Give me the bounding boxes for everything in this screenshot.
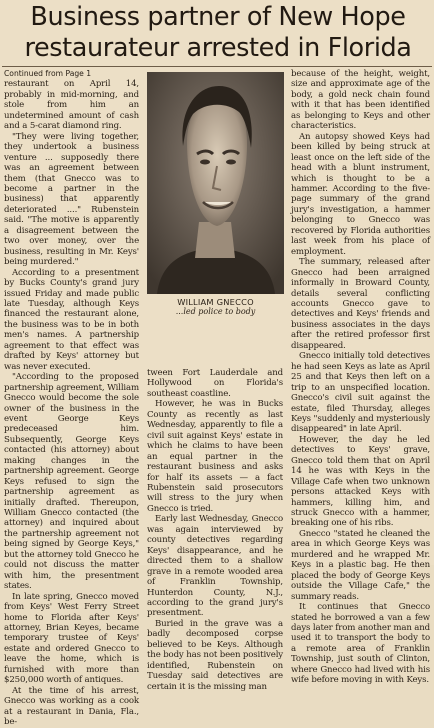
photo-caption xyxy=(147,297,284,317)
paragraph: Gnecco "stated he cleaned the area in which George Keys was murdered and he wrapped Mr. Keys in a plastic bag. He then placed the body of George Keys outside the Village Cafe," the summary reads. xyxy=(291,528,430,602)
paragraph: The summary, released after Gnecco had been arraigned informally in Broward County, details several conflicting accounts Gnecco gave to detectives and Keys' friends and business associates in the days after the retired professor first disappeared. xyxy=(291,257,430,351)
paragraph: At the time of his arrest, Gnecco was working as a cook at a restaurant in Dania, Fla., be- xyxy=(4,685,139,728)
paragraph: "According to the proposed partnership agreement, William Gnecco would become the sole owner of the business in the event George Keys predeceased him. Subsequently, George Keys contacted (his attorney) about making changes in the partnership agreement. George Keys refused to sign the partnership agreement as initially drafted. Thereupon, William Gnecco contacted (the attorney) and inquired about the partnership agreement not being signed by George Keys," but the attorney told Gnecco he could not discuss the matter with him, the presentment states. xyxy=(4,372,139,592)
column-3 xyxy=(291,69,431,686)
headline-line-2: restaurateur arrested in Florida xyxy=(24,33,412,63)
paragraph: restaurant on April 14, probably in mid-morning, and stole from him an undetermined amount of cash and a 5-carat diamond ring. xyxy=(4,79,139,132)
paragraph: Early last Wednesday, Gnecco was again interviewed by county detectives regarding Keys' disappearance, and he directed them to a shallow grave in a remote wooded area of Franklin Township, Hunterdon County, N.J., according to the grand jury's presentment. xyxy=(147,514,283,619)
paragraph: However, he was in Bucks County as recently as last Wednesday, apparently to file a civil suit against Keys' estate in which he claims to have been an equal partner in the restaurant business and asks for half its assets — a fact Rubenstein said prosecutors will stress to the jury when Gnecco is tried. xyxy=(147,399,283,514)
headline xyxy=(4,2,432,64)
paragraph: Buried in the grave was a badly decomposed corpse believed to be Keys. Although the body has not been positively identified, Rubenstein on Tuesday said detectives are certain it is the missing man xyxy=(147,618,283,692)
paragraph: In late spring, Gnecco moved from Keys' West Ferry Street home to Florida after Keys' attorney, Brian Keyes, became temporary trustee of Keys' estate and ordered Gnecco to leave the home, which is furnished with more than $250,000 worth of antiques. xyxy=(4,591,139,686)
caption-name: WILLIAM GNECCO xyxy=(177,297,254,307)
portrait-photo xyxy=(147,72,284,294)
paragraph: It continues that Gnecco stated he borrowed a van a few days later from another man and used it to transport the body to a remote area of Franklin Township, just south of Clinton, where Gnecco had lived with his wife before moving in with Keys. xyxy=(291,602,431,686)
portrait-image xyxy=(147,72,284,294)
paragraph: However, the day he led detectives to Keys' grave, Gnecco told them that on April 14 he was with Keys in the Village Cafe when two unknown persons attacked Keys with hammers, killing him, and struck Gnecco with a hammer, breaking one of his ribs. xyxy=(291,434,430,529)
paragraph: According to a presentment by Bucks County's grand jury issued Friday and made public late Tuesday, although Keys financed the restaurant alone, the business was to be in both men's names. A partnership agreement to that effect was drafted by Keys' attorney but was never executed. xyxy=(4,267,139,372)
column-1 xyxy=(4,69,139,728)
continued-note: Continued from Page 1 xyxy=(4,69,92,78)
paragraph: "They were living together, they undertook a business venture ... supposedly there was an agreement between them (that Gnecco was to become a partner in the business) that apparently deteriorated ...." Rubenstein said. "The motive is apparently a disagreement between the two over money, over the business, resulting in Mr. Keys' being murdered." xyxy=(4,131,139,268)
column-2 xyxy=(147,368,283,692)
paragraph: tween Fort Lauderdale and Hollywood on Florida's southeast coastline. xyxy=(147,368,283,399)
paragraph: An autopsy showed Keys had been killed by being struck at least once on the left side of the head with a blunt instrument, which is thought to be a hammer. According to the five-page summary of the grand jury's investigation, a hammer belonging to Gnecco was recovered by Florida authorities last week from his place of employment. xyxy=(291,131,430,257)
headline-line-1: Business partner of New Hope xyxy=(30,2,406,32)
caption-subtitle: ...led police to body xyxy=(175,307,256,316)
paragraph: Gnecco initially told detectives he had seen Keys as late as April 25 and that Keys then left on a trip to an unspecified location. Gnecco's civil suit against the estate, filed Thursday, alleges Keys "suddenly and mysteriously disappeared" in late April. xyxy=(291,351,430,435)
paragraph: because of the height, weight, size and approximate age of the body, a gold neck chain found with it that has been identified as belonging to Keys and other characteristics. xyxy=(291,69,430,132)
headline-rule xyxy=(2,66,432,67)
